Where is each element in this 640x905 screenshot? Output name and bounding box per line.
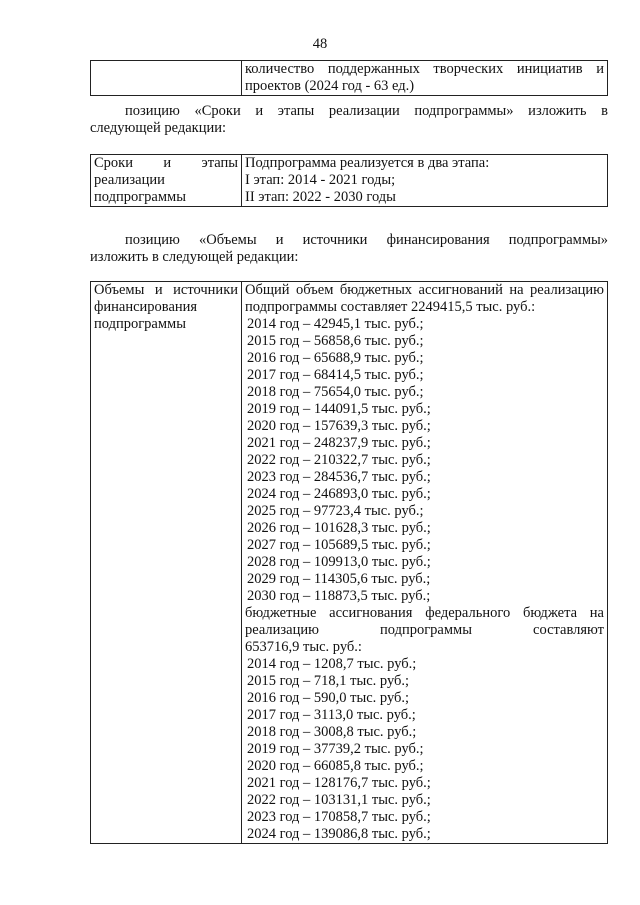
federal-years-list bbox=[245, 656, 604, 843]
total-year-item: 2023 год – 284536,7 тыс. руб.; bbox=[247, 469, 431, 485]
paragraph-stages bbox=[90, 103, 608, 137]
paragraph-line: позицию «Объемы и источники финансирования подпрограммы» bbox=[125, 232, 608, 248]
table2-right-cell bbox=[242, 155, 608, 207]
table-continuation bbox=[90, 60, 608, 96]
table3-left-cell bbox=[91, 282, 242, 844]
total-year-item: 2024 год – 246893,0 тыс. руб.; bbox=[247, 486, 431, 502]
total-year-item: 2026 год – 101628,3 тыс. руб.; bbox=[247, 520, 431, 536]
total-year-item: 2016 год – 65688,9 тыс. руб.; bbox=[247, 350, 424, 366]
federal-line: реализацию подпрограммы составляют bbox=[245, 622, 604, 638]
table2-left-line: Сроки и этапы bbox=[94, 155, 238, 171]
federal-year-item: 2024 год – 139086,8 тыс. руб.; bbox=[247, 826, 431, 842]
federal-year-item: 2016 год – 590,0 тыс. руб.; bbox=[247, 690, 410, 706]
federal-year-item: 2017 год – 3113,0 тыс. руб.; bbox=[247, 707, 416, 723]
total-year-item: 2028 год – 109913,0 тыс. руб.; bbox=[247, 554, 431, 570]
paragraph-line: позицию «Сроки и этапы реализации подпрограммы» изложить в bbox=[125, 103, 608, 119]
table3-left-line: финансирования bbox=[94, 299, 198, 315]
federal-year-item: 2023 год – 170858,7 тыс. руб.; bbox=[247, 809, 431, 825]
total-year-item: 2017 год – 68414,5 тыс. руб.; bbox=[247, 367, 424, 383]
table2-right-line: I этап: 2014 - 2021 годы; bbox=[245, 172, 396, 188]
total-year-item: 2020 год – 157639,3 тыс. руб.; bbox=[247, 418, 431, 434]
table-funding bbox=[90, 281, 608, 844]
total-year-item: 2015 год – 56858,6 тыс. руб.; bbox=[247, 333, 424, 349]
paragraph-funding bbox=[90, 232, 608, 266]
paragraph-line: следующей редакции: bbox=[90, 120, 227, 136]
federal-year-item: 2014 год – 1208,7 тыс. руб.; bbox=[247, 656, 417, 672]
table3-right-cell bbox=[242, 282, 608, 844]
total-year-item: 2021 год – 248237,9 тыс. руб.; bbox=[247, 435, 431, 451]
federal-year-item: 2021 год – 128176,7 тыс. руб.; bbox=[247, 775, 431, 791]
federal-year-item: 2022 год – 103131,1 тыс. руб.; bbox=[247, 792, 431, 808]
total-year-item: 2025 год – 97723,4 тыс. руб.; bbox=[247, 503, 424, 519]
total-line: Общий объем бюджетных ассигнований на реализацию bbox=[245, 282, 604, 298]
total-line: подпрограммы составляет 2249415,5 тыс. руб.: bbox=[245, 299, 536, 315]
total-year-item: 2027 год – 105689,5 тыс. руб.; bbox=[247, 537, 431, 553]
total-year-item: 2019 год – 144091,5 тыс. руб.; bbox=[247, 401, 431, 417]
table1-right-cell bbox=[242, 61, 608, 96]
table3-left-line: Объемы и источники bbox=[94, 282, 238, 298]
total-years-list bbox=[245, 316, 604, 605]
table-stages bbox=[90, 154, 608, 207]
total-year-item: 2014 год – 42945,1 тыс. руб.; bbox=[247, 316, 424, 332]
federal-line: 653716,9 тыс. руб.: bbox=[245, 639, 362, 655]
total-year-item: 2030 год – 118873,5 тыс. руб.; bbox=[247, 588, 431, 604]
federal-line: бюджетные ассигнования федерального бюджета на bbox=[245, 605, 604, 621]
table2-left-line: подпрограммы bbox=[94, 189, 186, 205]
paragraph-line: изложить в следующей редакции: bbox=[90, 249, 299, 265]
total-year-item: 2022 год – 210322,7 тыс. руб.; bbox=[247, 452, 431, 468]
federal-year-item: 2015 год – 718,1 тыс. руб.; bbox=[247, 673, 410, 689]
table1-left-cell bbox=[91, 61, 242, 96]
total-year-item: 2018 год – 75654,0 тыс. руб.; bbox=[247, 384, 424, 400]
table1-right-line: проектов (2024 год - 63 ед.) bbox=[245, 78, 415, 94]
federal-year-item: 2020 год – 66085,8 тыс. руб.; bbox=[247, 758, 424, 774]
table2-left-line: реализации bbox=[94, 172, 165, 188]
table2-right-line: Подпрограмма реализуется в два этапа: bbox=[245, 155, 490, 171]
federal-year-item: 2019 год – 37739,2 тыс. руб.; bbox=[247, 741, 424, 757]
table2-right-line: II этап: 2022 - 2030 годы bbox=[245, 189, 396, 205]
table2-left-cell bbox=[91, 155, 242, 207]
table3-left-line: подпрограммы bbox=[94, 316, 186, 332]
total-year-item: 2029 год – 114305,6 тыс. руб.; bbox=[247, 571, 431, 587]
table1-right-line: количество поддержанных творческих инициатив и bbox=[245, 61, 604, 77]
page-number: 48 bbox=[312, 36, 328, 52]
federal-year-item: 2018 год – 3008,8 тыс. руб.; bbox=[247, 724, 417, 740]
